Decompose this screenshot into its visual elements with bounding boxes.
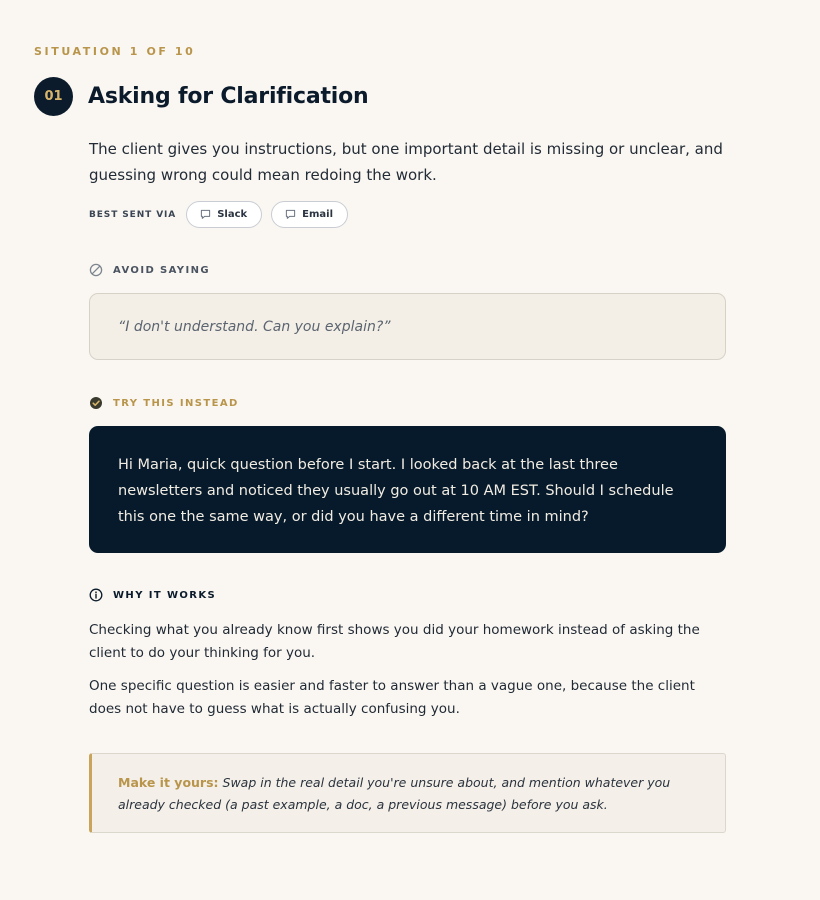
why-paragraph: Checking what you already know first shows you did your homework instead of asking the client to do your thinking for you.	[89, 622, 700, 661]
situation-header	[34, 77, 369, 116]
try-instead-heading	[89, 396, 239, 410]
avoid-quote-box	[89, 293, 726, 360]
channel-chip-slack[interactable]	[186, 201, 262, 228]
suggested-message-box	[89, 426, 726, 553]
check-circle-icon	[89, 396, 103, 410]
tip-text: Swap in the real detail you're unsure about, and mention whatever you already checked (a past example, a doc, a previous message) before you ask.	[118, 775, 671, 812]
best-sent-via-label: BEST SENT VIA	[89, 209, 177, 220]
why-it-works-label: WHY IT WORKS	[113, 589, 217, 601]
situation-number-badge: 01	[34, 77, 73, 116]
avoid-saying-heading	[89, 263, 210, 277]
chat-bubble-icon	[285, 209, 296, 220]
tip-lead: Make it yours:	[118, 775, 219, 790]
situation-description: The client gives you instructions, but one important detail is missing or unclear, and guessing wrong could mean redoing the work.	[89, 140, 723, 184]
make-it-yours-tip	[89, 753, 726, 833]
suggested-message-text: Hi Maria, quick question before I start. I looked back at the last three newsletters and noticed they usually go out at 10 AM EST. Should I schedule this one the same way, or did you have a different time in mind?	[118, 457, 674, 525]
situation-counter: SITUATION 1 OF 10	[34, 45, 196, 58]
prohibited-icon	[89, 263, 103, 277]
channel-chip-label: Email	[302, 209, 334, 220]
why-it-works-heading	[89, 588, 216, 602]
try-instead-label: TRY THIS INSTEAD	[113, 397, 239, 409]
best-sent-via-row	[89, 201, 357, 228]
page-title: Asking for Clarification	[88, 84, 369, 109]
chat-bubble-icon	[200, 209, 211, 220]
channel-chip-label: Slack	[217, 209, 248, 220]
why-paragraph: One specific question is easier and faster to answer than a vague one, because the client does not have to guess what is actually confusing you.	[89, 678, 695, 717]
avoid-saying-label: AVOID SAYING	[113, 264, 210, 276]
avoid-quote-text: “I don't understand. Can you explain?”	[118, 318, 391, 335]
channel-chip-email[interactable]	[271, 201, 348, 228]
info-icon	[89, 588, 103, 602]
